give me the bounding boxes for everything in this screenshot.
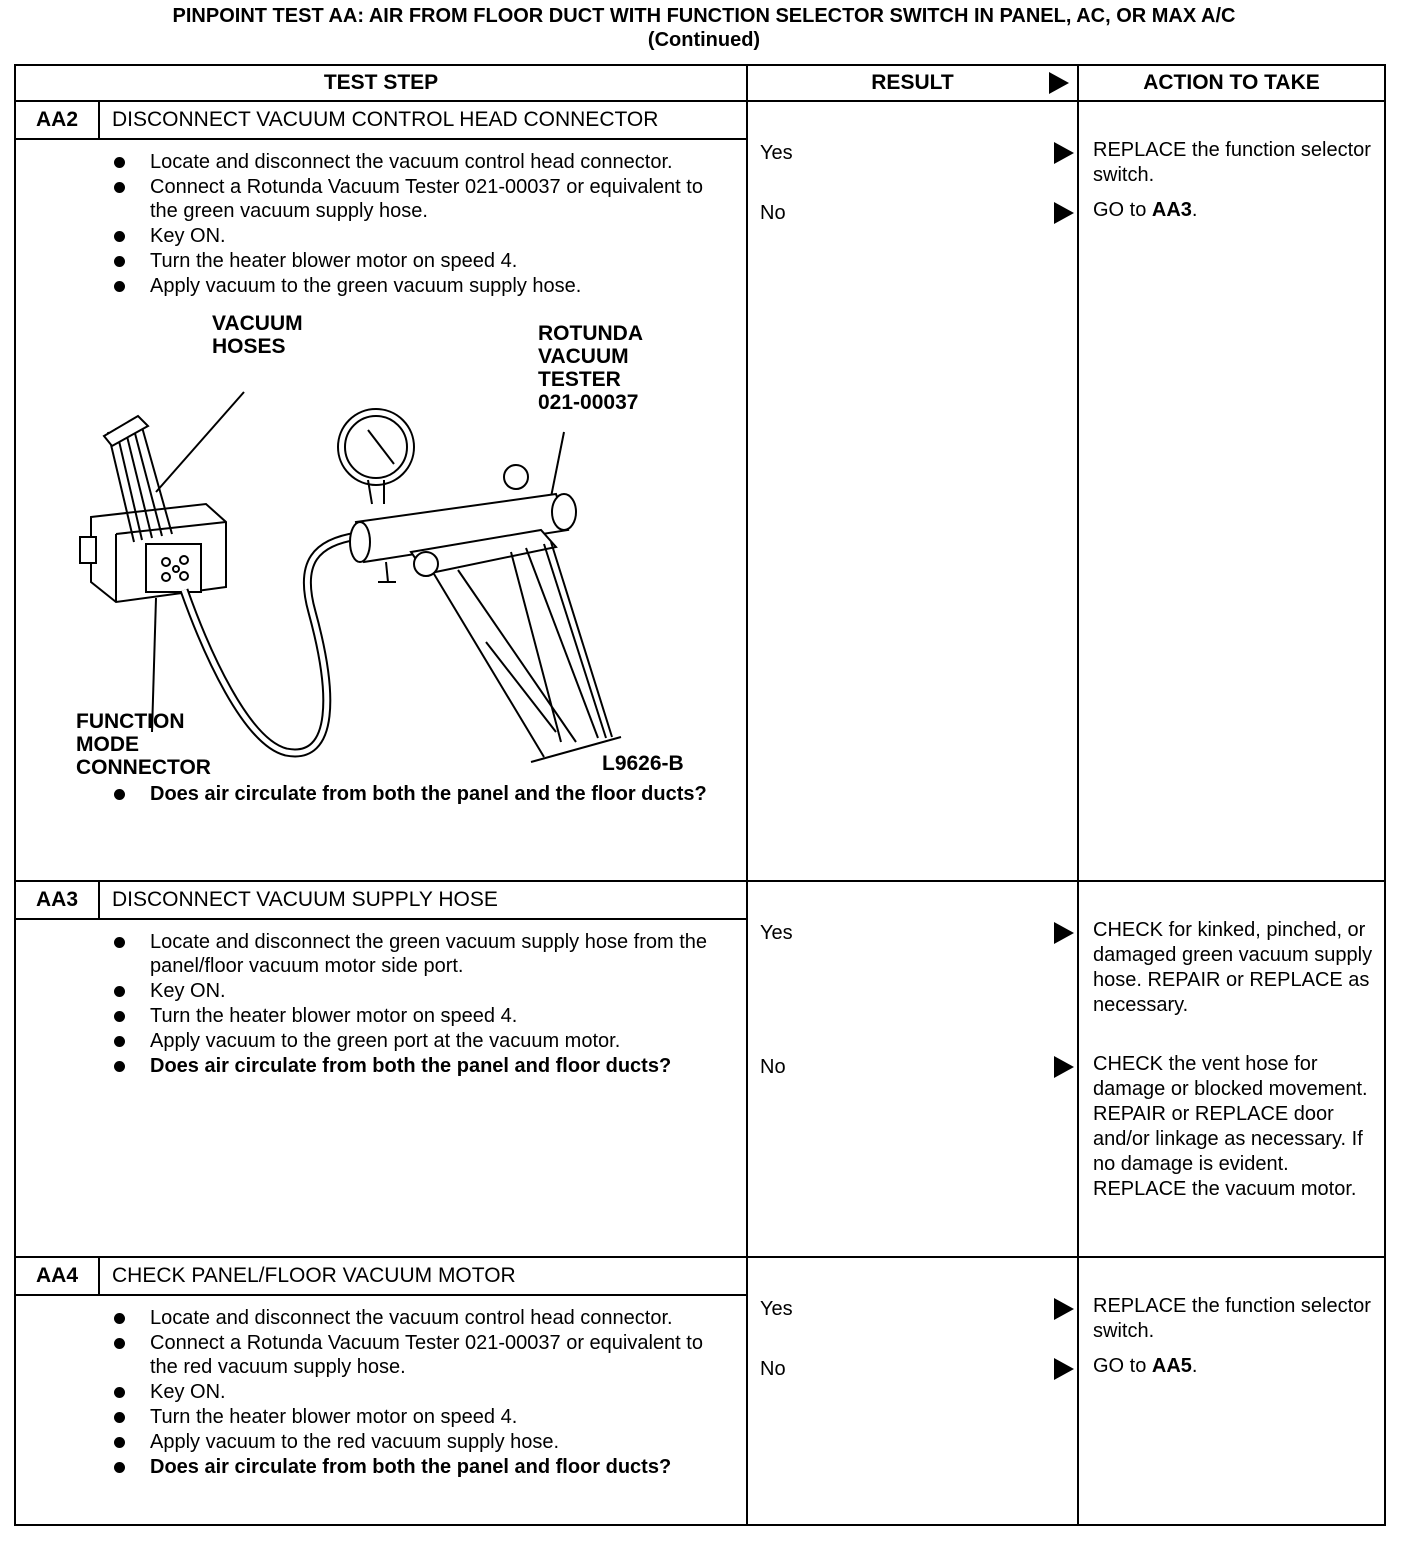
question-item: Does air circulate from both the panel and floor ducts? xyxy=(150,1455,736,1479)
bullet-item: Key ON. xyxy=(150,224,736,248)
bullet-item: Key ON. xyxy=(150,1380,736,1404)
bullet-item: Apply vacuum to the red vacuum supply hose. xyxy=(150,1430,736,1454)
arrow-icon xyxy=(1054,1358,1074,1380)
step-id: AA2 xyxy=(16,102,100,138)
action-step-ref: AA5 xyxy=(1151,1355,1192,1377)
arrow-icon xyxy=(1054,202,1074,224)
header-result xyxy=(747,65,1078,101)
step-title: DISCONNECT VACUUM SUPPLY HOSE xyxy=(112,888,498,911)
bullet-item: Turn the heater blower motor on speed 4. xyxy=(150,249,736,273)
header-result-label: RESULT xyxy=(871,71,954,94)
result-cell xyxy=(747,1257,1078,1525)
action-step-ref: AA3 xyxy=(1151,199,1192,221)
step-row-aa2 xyxy=(15,101,1385,881)
step-title: DISCONNECT VACUUM CONTROL HEAD CONNECTOR xyxy=(112,108,659,131)
step-cell xyxy=(15,101,747,881)
action-pre: GO to xyxy=(1093,1355,1152,1377)
action-post: . xyxy=(1191,1355,1198,1377)
label-rotunda-tester: ROTUNDA VACUUM TESTER 021-00037 xyxy=(538,322,643,414)
step-header xyxy=(16,1258,748,1296)
result-no xyxy=(760,202,786,225)
vacuum-tester-figure xyxy=(16,312,716,832)
step-bullets xyxy=(16,930,746,1078)
action-cell xyxy=(1078,1257,1385,1525)
result-no xyxy=(760,1056,786,1079)
step-bullets xyxy=(16,150,746,298)
step-header xyxy=(16,882,748,920)
action-text xyxy=(1093,1294,1374,1344)
subtitle-line: (Continued) xyxy=(647,29,761,51)
action-text xyxy=(1093,138,1374,188)
label-vacuum-hoses: VACUUM HOSES xyxy=(212,312,303,358)
result-label: Yes xyxy=(760,1298,793,1320)
step-cell xyxy=(15,881,747,1257)
step-header xyxy=(16,102,748,140)
bullet-item: Locate and disconnect the vacuum control head connector. xyxy=(150,1306,736,1330)
bullet-item: Turn the heater blower motor on speed 4. xyxy=(150,1004,736,1028)
action-pre: REPLACE the function selector switch. xyxy=(1093,139,1371,186)
bullet-item: Turn the heater blower motor on speed 4. xyxy=(150,1405,736,1429)
result-cell xyxy=(747,101,1078,881)
bullet-item: Apply vacuum to the green vacuum supply hose. xyxy=(150,274,736,298)
arrow-icon xyxy=(1054,922,1074,944)
step-id: AA4 xyxy=(16,1258,100,1294)
action-text: CHECK the vent hose for damage or blocked movement. REPAIR or REPLACE door and/or linkage as necessary. If no damage is evident. REPLACE the vacuum motor. xyxy=(1093,1053,1368,1200)
result-label: Yes xyxy=(760,142,793,164)
arrow-icon xyxy=(1054,142,1074,164)
action-pre: REPLACE the function selector switch. xyxy=(1093,1295,1371,1342)
result-yes xyxy=(760,142,793,165)
action-text xyxy=(1093,1354,1374,1379)
result-yes xyxy=(760,1298,793,1321)
result-yes xyxy=(760,922,793,945)
result-label: No xyxy=(760,1056,786,1078)
question-item: Does air circulate from both the panel and floor ducts? xyxy=(150,1054,736,1078)
action-text: CHECK for kinked, pinched, or damaged green vacuum supply hose. REPAIR or REPLACE as necessary. xyxy=(1093,919,1373,1016)
table-header-row xyxy=(15,65,1385,101)
action-pre: GO to xyxy=(1093,199,1152,221)
action-cell xyxy=(1078,881,1385,1257)
bullet-item: Connect a Rotunda Vacuum Tester 021-00037 or equivalent to the green vacuum supply hose. xyxy=(150,175,736,223)
arrow-icon xyxy=(1049,72,1069,94)
result-label: No xyxy=(760,202,786,224)
step-row-aa3 xyxy=(15,881,1385,1257)
action-post: . xyxy=(1191,199,1198,221)
step-bullets xyxy=(16,1306,746,1479)
bullet-item: Locate and disconnect the vacuum control head connector. xyxy=(150,150,736,174)
question-item: Does air circulate from both the panel and the floor ducts? xyxy=(150,782,736,806)
page-title xyxy=(0,4,1408,52)
step-title: CHECK PANEL/FLOOR VACUUM MOTOR xyxy=(112,1264,516,1287)
step-cell xyxy=(15,1257,747,1525)
label-function-mode-connector: FUNCTION MODE CONNECTOR xyxy=(76,710,211,779)
step-row-aa4 xyxy=(15,1257,1385,1525)
arrow-icon xyxy=(1054,1298,1074,1320)
result-no xyxy=(760,1358,786,1381)
step-id: AA3 xyxy=(16,882,100,918)
arrow-icon xyxy=(1054,1056,1074,1078)
bullet-item: Key ON. xyxy=(150,979,736,1003)
bullet-item: Locate and disconnect the green vacuum supply hose from the panel/floor vacuum motor side port. xyxy=(150,930,736,978)
pinpoint-test-table xyxy=(14,64,1386,1526)
bullet-item: Connect a Rotunda Vacuum Tester 021-00037 or equivalent to the red vacuum supply hose. xyxy=(150,1331,736,1379)
header-test-step: TEST STEP xyxy=(15,65,747,101)
bullet-item: Apply vacuum to the green port at the vacuum motor. xyxy=(150,1029,736,1053)
action-cell xyxy=(1078,101,1385,881)
title-line: PINPOINT TEST AA: AIR FROM FLOOR DUCT WITH FUNCTION SELECTOR SWITCH IN PANEL, AC, OR MAX A/C xyxy=(172,5,1236,27)
result-label: Yes xyxy=(760,922,793,944)
figure-id: L9626-B xyxy=(602,752,684,775)
result-cell xyxy=(747,881,1078,1257)
header-action: ACTION TO TAKE xyxy=(1078,65,1385,101)
result-label: No xyxy=(760,1358,786,1380)
action-text xyxy=(1093,198,1374,223)
